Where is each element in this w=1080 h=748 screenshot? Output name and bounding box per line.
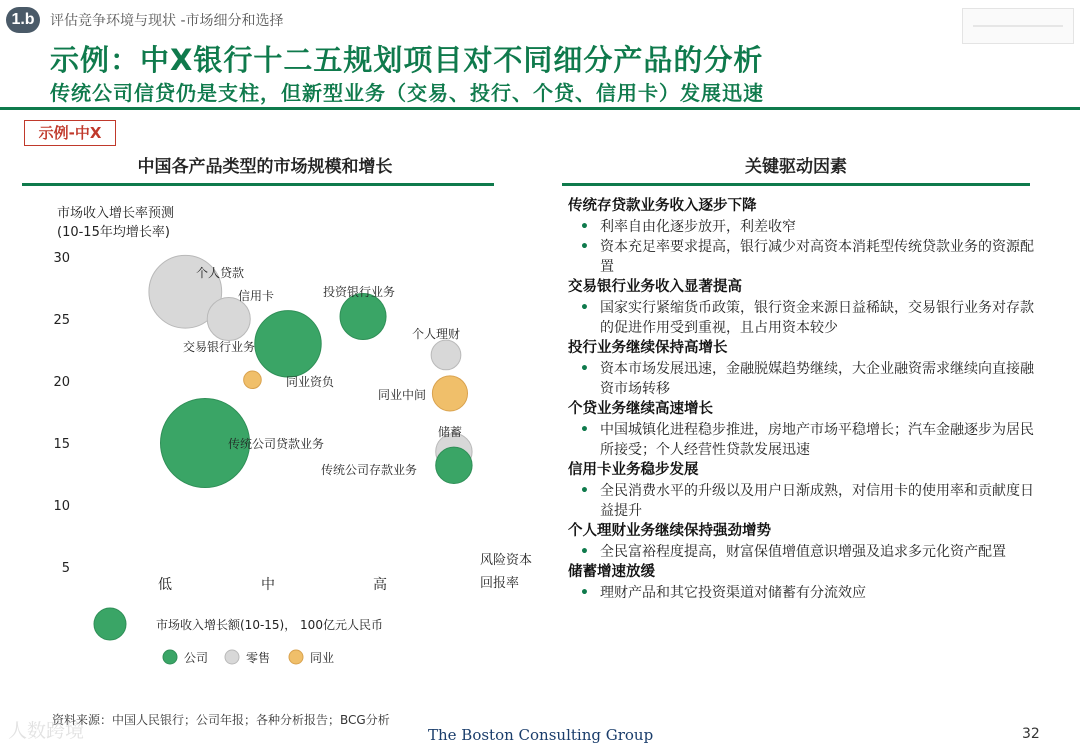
legend-swatch-interbank	[289, 650, 303, 664]
bubble-retail	[431, 340, 461, 370]
bubble-label: 传统公司存款业务	[321, 463, 418, 477]
left-panel-heading: 中国各产品类型的市场规模和增长	[137, 157, 393, 177]
y-tick-label: 5	[61, 561, 70, 576]
driver-section	[568, 399, 1038, 460]
bubble-interbank	[244, 371, 262, 389]
bubble-label: 交易银行业务	[183, 340, 256, 354]
x-axis-label: 风险资本	[480, 553, 533, 568]
left-panel-divider	[22, 183, 494, 186]
y-tick-label: 25	[53, 313, 70, 328]
driver-bullet: • 资本市场发展迅速，金融脱媒趋势继续，大企业融资需求继续向直接融资市场转移	[568, 359, 1038, 399]
legend-label: 零售	[246, 651, 271, 665]
source-note: 资料来源：中国人民银行；公司年报；各种分析报告；BCG分析	[52, 713, 390, 727]
driver-heading: 储蓄增速放缓	[568, 564, 655, 580]
x-category-label: 高	[373, 577, 387, 593]
bubble-label: 同业资负	[286, 375, 335, 389]
drivers-list	[568, 196, 1038, 603]
driver-bullet: • 资本充足率要求提高，银行减少对高资本消耗型传统贷款业务的资源配置	[568, 237, 1038, 277]
section-badge: 1.b	[6, 7, 40, 33]
driver-heading: 个贷业务继续高速增长	[568, 401, 713, 417]
y-tick-label: 30	[53, 251, 70, 266]
driver-section	[568, 460, 1038, 521]
bubble-interbank	[432, 376, 467, 411]
driver-bullet: • 国家实行紧缩货币政策，银行资金来源日益稀缺，交易银行业务对存款的促进作用受到重视，且占用资本较少	[568, 298, 1038, 338]
driver-heading: 信用卡业务稳步发展	[568, 462, 699, 478]
bubble-corporate	[255, 311, 321, 377]
breadcrumb: 评估竞争环境与现状 -市场细分和选择	[50, 13, 284, 29]
driver-section	[568, 338, 1038, 399]
bubble-label: 储蓄	[438, 425, 463, 439]
page-number: 32	[1022, 726, 1040, 742]
driver-section	[568, 277, 1038, 338]
driver-heading: 传统存贷款业务收入逐步下降	[568, 198, 757, 214]
watermark: 人数跨境	[8, 720, 85, 742]
y-axis-label: 市场收入增长率预测	[57, 206, 175, 221]
bubble-corporate	[340, 294, 386, 340]
y-axis-label: (10-15年均增长率)	[57, 225, 170, 240]
driver-heading: 个人理财业务继续保持强劲增势	[568, 523, 771, 539]
footer-brand: The Boston Consulting Group	[428, 726, 654, 744]
driver-section	[568, 196, 1038, 277]
driver-bullet: • 中国城镇化进程稳步推进，房地产市场平稳增长；汽车金融逐步为居民所接受；个人经营性贷款发展迅速	[568, 420, 1038, 460]
bubble-label: 投资银行业务	[323, 285, 396, 299]
bubble-retail	[207, 297, 250, 340]
driver-section	[568, 562, 1038, 603]
size-legend-label: 市场收入增长额(10-15)， 100亿元人民币	[156, 618, 383, 632]
driver-bullet: • 全民富裕程度提高，财富保值增值意识增强及追求多元化资产配置	[568, 542, 1038, 562]
legend-swatch-corporate	[163, 650, 177, 664]
bubble-corporate	[436, 447, 472, 483]
right-panel-heading: 关键驱动因素	[745, 157, 847, 177]
bubble-label: 同业中间	[378, 388, 427, 402]
logo-placeholder	[962, 8, 1074, 44]
legend-label: 同业	[310, 651, 335, 665]
bubble-label: 个人贷款	[196, 266, 245, 280]
y-tick-label: 10	[53, 499, 70, 514]
x-axis-label: 回报率	[480, 576, 520, 591]
x-category-label: 低	[158, 577, 172, 593]
x-category-label: 中	[261, 577, 275, 593]
driver-bullet: • 利率自由化逐步放开，利差收窄	[568, 217, 1038, 237]
legend-swatch-retail	[225, 650, 239, 664]
title-divider	[0, 107, 1080, 110]
y-tick-label: 15	[53, 437, 70, 452]
bubble-label: 个人理财	[412, 327, 461, 341]
page-subtitle: 传统公司信贷仍是支柱，但新型业务（交易、投行、个贷、信用卡）发展迅速	[50, 81, 764, 105]
driver-heading: 投行业务继续保持高增长	[568, 340, 728, 356]
y-tick-label: 20	[53, 375, 70, 390]
bubble-label: 信用卡	[238, 289, 275, 303]
example-tag: 示例-中X	[24, 120, 116, 146]
legend-label: 公司	[184, 651, 209, 665]
bubble-chart	[0, 190, 560, 690]
driver-section	[568, 521, 1038, 562]
driver-bullet: • 理财产品和其它投资渠道对储蓄有分流效应	[568, 583, 1038, 603]
size-legend-bubble	[94, 608, 126, 640]
driver-heading: 交易银行业务收入显著提高	[568, 279, 742, 295]
driver-bullet: • 全民消费水平的升级以及用户日渐成熟，对信用卡的使用率和贡献度日益提升	[568, 481, 1038, 521]
bubble-label: 传统公司贷款业务	[228, 437, 325, 451]
page-title: 示例：中X银行十二五规划项目对不同细分产品的分析	[50, 43, 764, 77]
right-panel-divider	[562, 183, 1030, 186]
